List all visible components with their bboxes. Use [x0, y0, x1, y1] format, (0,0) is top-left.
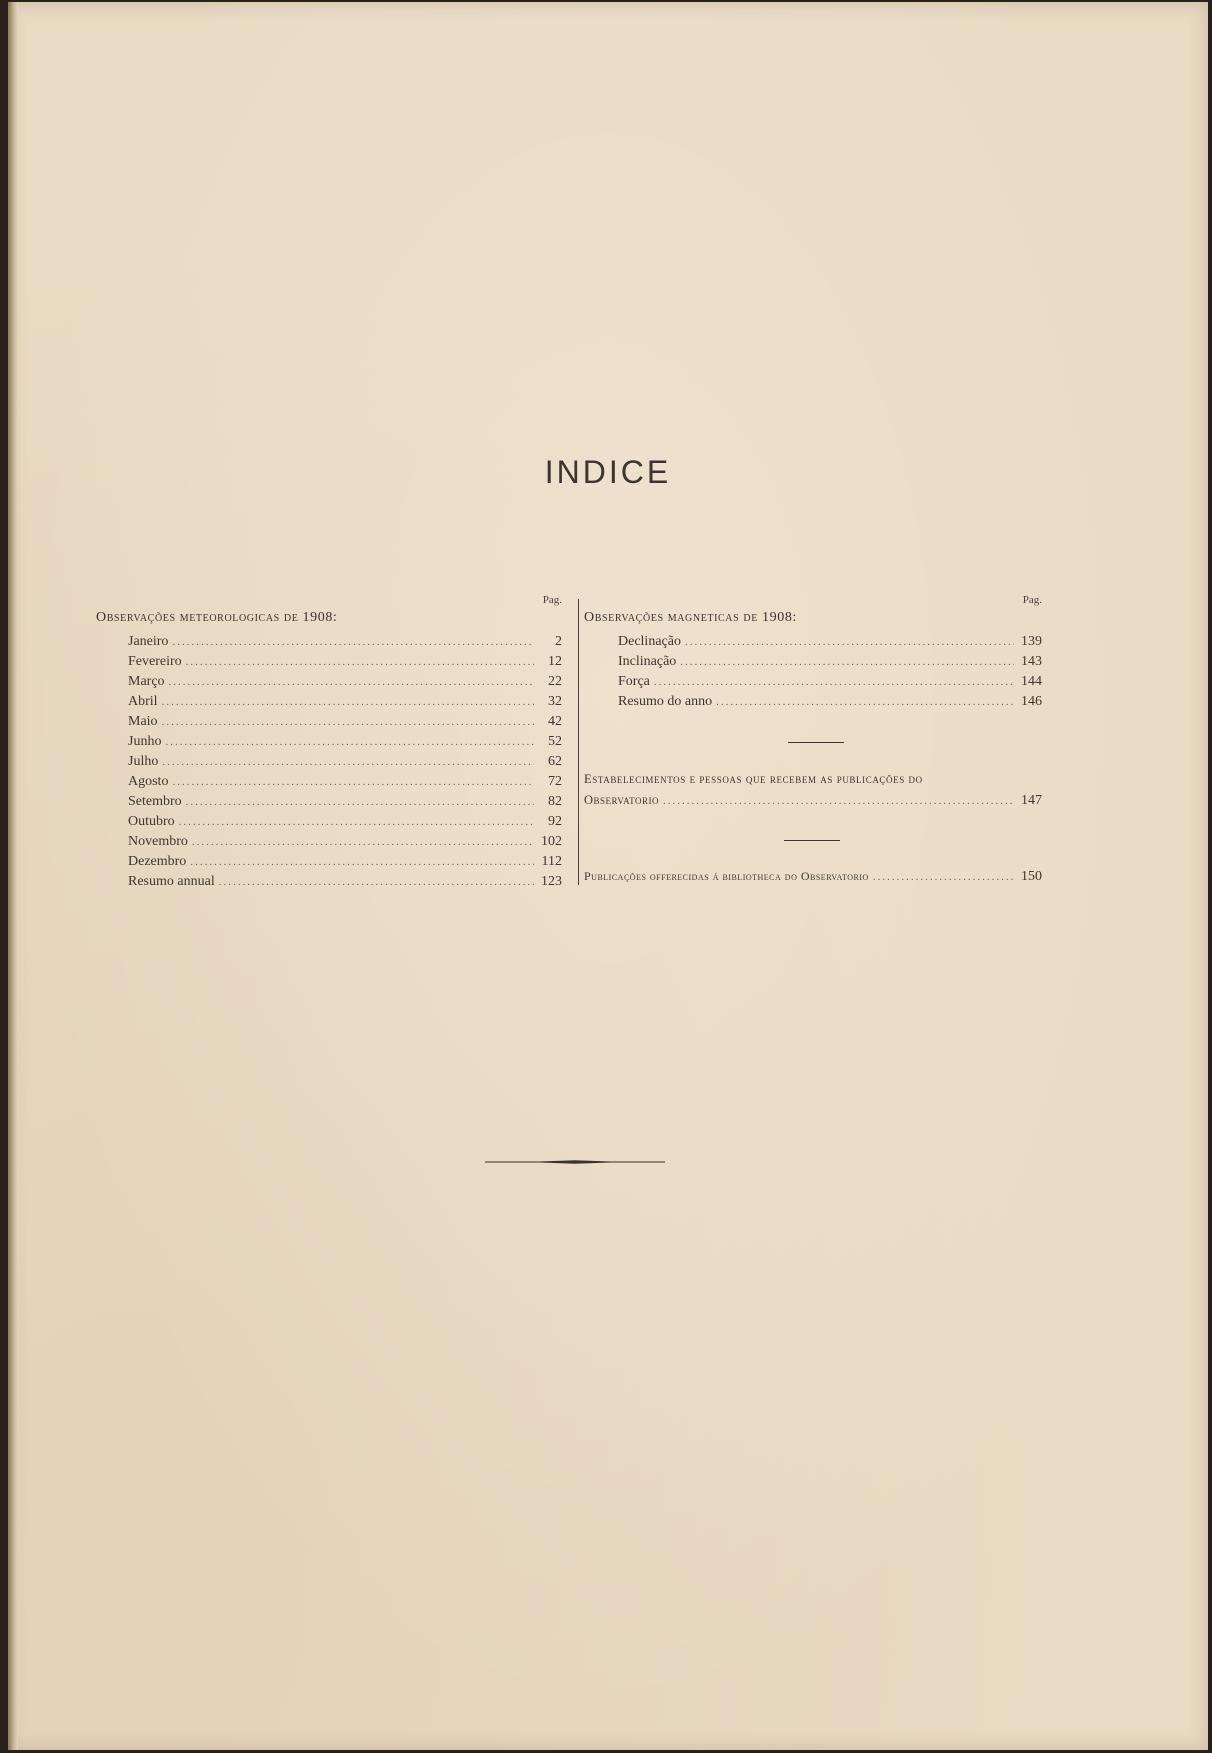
entry-page: 52 — [548, 734, 562, 749]
entry-label: Observatorio — [584, 793, 659, 807]
index-entry[interactable] — [128, 652, 562, 672]
index-entry[interactable] — [618, 672, 1042, 692]
document-page — [8, 2, 1208, 1750]
dot-leader — [685, 632, 1014, 652]
index-entry[interactable] — [128, 692, 562, 712]
entry-label: Junho — [128, 734, 162, 749]
index-entry[interactable] — [128, 712, 562, 732]
dot-leader — [172, 772, 534, 792]
entry-page: 147 — [1021, 793, 1042, 808]
ornamental-rule — [485, 1160, 665, 1164]
dot-leader — [186, 792, 534, 812]
entry-label: Outubro — [128, 814, 175, 829]
entry-label: Setembro — [128, 794, 182, 809]
dot-leader — [663, 791, 1014, 811]
entry-label: Novembro — [128, 834, 188, 849]
entry-page: 150 — [1021, 869, 1042, 884]
index-entry[interactable] — [618, 652, 1042, 672]
page-binding-edge — [8, 2, 18, 1750]
entry-label: Força — [618, 674, 650, 689]
entry-label: Janeiro — [128, 634, 169, 649]
page-title: INDICE — [544, 454, 672, 490]
dot-leader — [162, 692, 534, 712]
dot-leader — [186, 652, 534, 672]
entry-label: Publicações offerecidas á bibliotheca do Observatorio — [584, 869, 869, 883]
meteorological-section-heading: Observações meteorologicas de 1908: — [96, 610, 338, 625]
dot-leader — [162, 752, 534, 772]
index-entry[interactable] — [584, 790, 1042, 810]
entry-label: Resumo annual — [128, 874, 215, 889]
index-entry[interactable] — [128, 872, 562, 892]
dot-leader — [654, 672, 1014, 692]
index-entry[interactable] — [618, 692, 1042, 712]
entry-page: 144 — [1021, 674, 1042, 689]
entry-page: 42 — [548, 714, 562, 729]
entry-page: 62 — [548, 754, 562, 769]
dot-leader — [716, 692, 1014, 712]
dot-leader — [873, 867, 1014, 887]
entry-page: 82 — [548, 794, 562, 809]
dot-leader — [179, 812, 534, 832]
entry-label: Dezembro — [128, 854, 187, 869]
entry-page: 12 — [548, 654, 562, 669]
entry-label: Declinação — [618, 634, 681, 649]
dot-leader — [165, 732, 534, 752]
short-rule — [784, 840, 840, 841]
entry-page: 139 — [1021, 634, 1042, 649]
dot-leader — [192, 832, 534, 852]
index-entry[interactable] — [128, 672, 562, 692]
short-rule — [788, 742, 844, 743]
index-entry[interactable] — [128, 632, 562, 652]
entry-page: 112 — [541, 854, 562, 869]
entry-page: 146 — [1021, 694, 1042, 709]
entry-label: Inclinação — [618, 654, 677, 669]
dot-leader — [190, 852, 534, 872]
dot-leader — [172, 632, 534, 652]
dot-leader — [169, 672, 534, 692]
index-entry[interactable] — [128, 752, 562, 772]
entry-page: 22 — [548, 674, 562, 689]
entry-page: 2 — [555, 634, 562, 649]
entry-page: 102 — [541, 834, 562, 849]
entry-page: 32 — [548, 694, 562, 709]
dot-leader — [680, 652, 1014, 672]
entry-label: Março — [128, 674, 165, 689]
entry-label: Julho — [128, 754, 159, 769]
magnetic-section-heading: Observações magneticas de 1908: — [584, 610, 797, 625]
index-entry[interactable] — [584, 866, 1042, 886]
entry-page: 143 — [1021, 654, 1042, 669]
entry-label: Abril — [128, 694, 158, 709]
index-entry[interactable] — [128, 792, 562, 812]
left-pag-label: Pag. — [542, 594, 562, 606]
establishments-heading: Estabelecimentos e pessoas que recebem as publicações do — [584, 772, 923, 786]
right-pag-label: Pag. — [1022, 594, 1042, 606]
entry-label: Agosto — [128, 774, 169, 789]
entry-page: 72 — [548, 774, 562, 789]
index-entry[interactable] — [618, 632, 1042, 652]
entry-page: 123 — [541, 874, 562, 889]
entry-label: Fevereiro — [128, 654, 182, 669]
entry-label: Maio — [128, 714, 158, 729]
index-entry[interactable] — [128, 732, 562, 752]
entry-label: Resumo do anno — [618, 694, 713, 709]
column-divider — [578, 599, 579, 885]
index-entry[interactable] — [128, 852, 562, 872]
index-entry[interactable] — [128, 772, 562, 792]
dot-leader — [162, 712, 534, 732]
entry-page: 92 — [548, 814, 562, 829]
dot-leader — [219, 872, 534, 892]
index-entry[interactable] — [128, 832, 562, 852]
index-entry[interactable] — [128, 812, 562, 832]
